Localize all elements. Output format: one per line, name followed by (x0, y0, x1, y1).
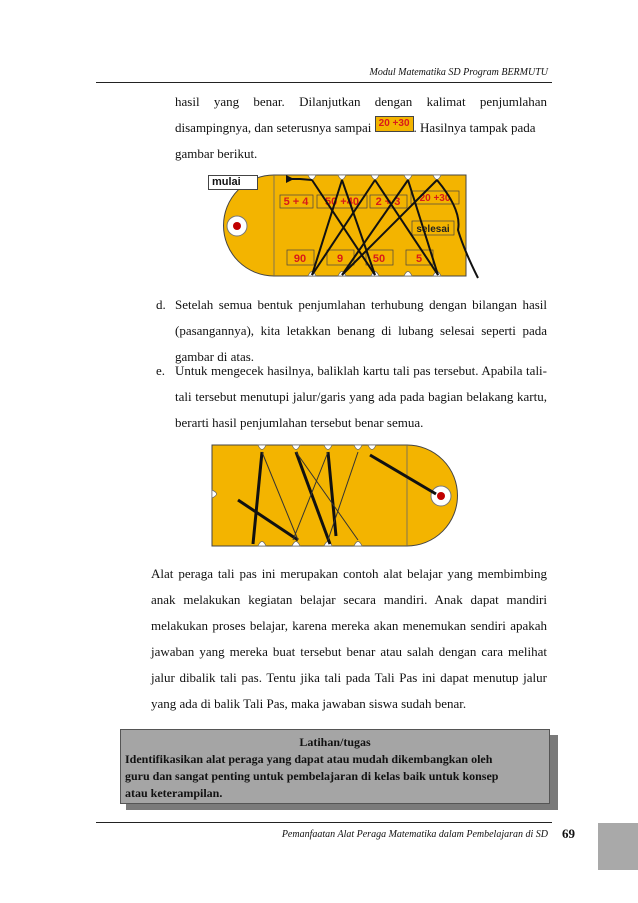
top-label: 5 + 4 (283, 196, 309, 208)
step-line: Setelah semua bentuk penjumlahan terhubung dengan bilangan hasil (175, 297, 547, 312)
bottom-label: 5 (415, 253, 423, 265)
body-line: jalur dibalik tali pas. Tentu jika tali pada Tali Pas ini dapat menutup jalur (151, 670, 547, 685)
body-line: anak melakukan kegiatan belajar secara mandiri. Anak dapat mandiri (151, 592, 547, 607)
step-marker: e. (156, 363, 166, 378)
intro-inline-card: 20 +30 (375, 116, 414, 132)
step-line: Untuk mengecek hasilnya, baliklah kartu tali pas tersebut. Apabila tali- (175, 363, 547, 378)
selesai-label: selesai (416, 224, 450, 235)
top-label: 2 + 3 (375, 196, 401, 208)
page-number: 69 (562, 826, 575, 841)
body-line: Alat peraga tali pas ini merupakan contoh alat belajar yang membimbing (151, 566, 547, 581)
step-line: (pasangannya), kita letakkan benang di lubang selesai seperti pada (175, 323, 547, 338)
bottom-label: 90 (293, 253, 307, 265)
intro-line-3: gambar berikut. (175, 146, 258, 161)
step-marker: d. (156, 297, 166, 312)
running-footer: Pemanfaatan Alat Peraga Matematika dalam Pembelajaran di SD (281, 829, 548, 840)
tali-pas-card-back (208, 440, 474, 550)
top-label: 50 +40 (325, 196, 359, 208)
task-line: atau keterampilan. (125, 786, 223, 800)
intro-line-1: hasil yang benar. Dilanjutkan dengan kalimat penjumlahan (175, 94, 547, 109)
task-line: guru dan sangat penting untuk pembelajaran di kelas baik untuk konsep (125, 769, 499, 783)
start-hole-center (233, 222, 241, 230)
top-label: 20 +30 (419, 193, 451, 204)
mulai-text: mulai (212, 176, 241, 188)
step-line: gambar di atas. (175, 349, 255, 364)
header-rule (96, 82, 552, 83)
end-hole-center (437, 492, 445, 500)
body-line: jawaban yang mereka buat tersebut benar atau salah dengan cara melihat (151, 644, 547, 659)
body-line: melakukan proses belajar, karena mereka akan menemukan sendiri apakah (151, 618, 547, 633)
mulai-label (208, 175, 258, 190)
body-line: yang ada di balik Tali Pas, maka jawaban siswa sudah benar. (151, 696, 467, 711)
intro-line-2 (175, 115, 555, 141)
task-line: Identifikasikan alat peraga yang dapat atau mudah dikembangkan oleh (125, 752, 493, 766)
footer-rule (96, 822, 552, 823)
bottom-label: 50 (372, 253, 386, 265)
task-title: Latihan/tugas (299, 735, 371, 749)
page-corner-block (598, 823, 638, 870)
intro-line-2-text: disampingnya, dan seterusnya sampai (175, 120, 372, 135)
step-line: berarti hasil penjumlahan tersebut benar semua. (175, 415, 424, 430)
bottom-label: 9 (336, 253, 344, 265)
intro-line-2-after: . Hasilnya tampak pada (413, 120, 536, 135)
task-box (120, 729, 550, 804)
step-line: tali tersebut menutupi jalur/garis yang ada pada bagian belakang kartu, (175, 389, 547, 404)
running-header: Modul Matematika SD Program BERMUTU (369, 67, 548, 78)
